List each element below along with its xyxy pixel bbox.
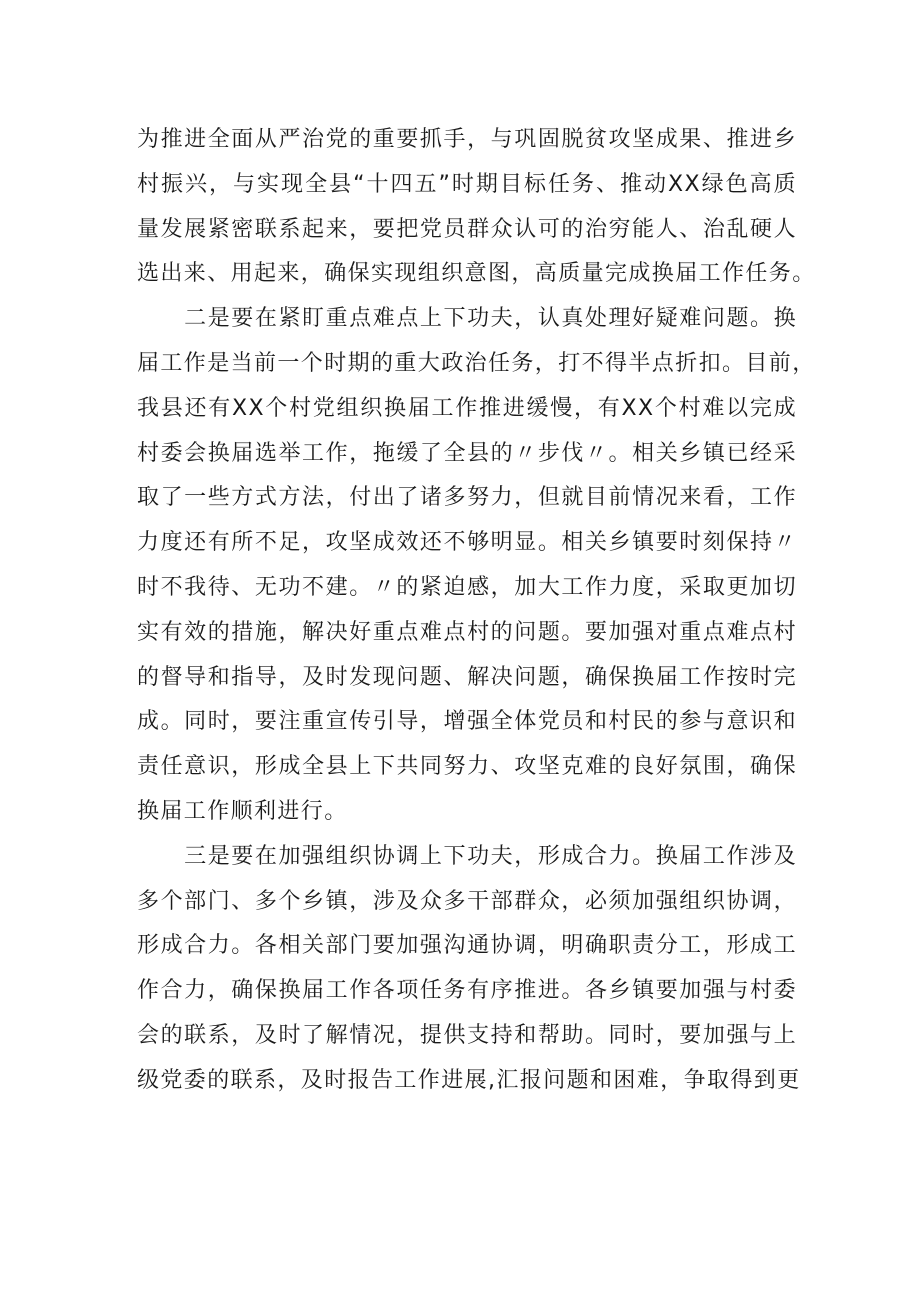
paragraph-3 [137,835,801,1104]
text-line: 的督导和指导，及时发现问题、解决问题，确保换届工作按时完 [137,664,797,690]
text-line: 会的联系，及时了解情况，提供支持和帮助。同时，要加强与上 [137,1022,797,1048]
text-line: 作合力，确保换届工作各项任务有序推进。各乡镇要加强与村委 [137,978,797,1004]
text-line: 我县还有XX个村党组织换届工作推进缓慢，有XX个村难以完成 [137,395,797,421]
paragraph-1 [137,118,816,297]
text-line: 取了一些方式方法，付出了诸多努力，但就目前情况来看，工作 [137,485,797,511]
text-line: 二是要在紧盯重点难点上下功夫，认真处理好疑难问题。换 [137,306,797,332]
paragraph-2 [137,297,816,835]
text-line: 成。同时，要注重宣传引导，增强全体党员和村民的参与意识和 [137,709,797,735]
text-line: 选出来、用起来，确保实现组织意图，高质量完成换届工作任务。 [137,261,816,287]
text-line: 实有效的措施，解决好重点难点村的问题。要加强对重点难点村 [137,619,797,645]
text-line: 量发展紧密联系起来，要把党员群众认可的治穷能人、治乱硬人 [137,216,797,242]
text-line: 换届工作顺利进行。 [137,798,348,824]
text-line: 村委会换届选举工作，拖缓了全县的〃步伐〃。相关乡镇已经采 [137,440,797,466]
text-line: 力度还有所不足，攻坚成效还不够明显。相关乡镇要时刻保持〃 [137,530,797,556]
text-line: 形成合力。各相关部门要加强沟通协调，明确职责分工，形成工 [137,933,797,959]
text-line: 三是要在加强组织协调上下功夫，形成合力。换届工作涉及 [137,843,797,869]
text-line: 届工作是当前一个时期的重大政治任务，打不得半点折扣。目前， [137,350,816,376]
text-line: 村振兴，与实现全县“十四五”时期目标任务、推动XX绿色高质 [137,171,797,197]
text-line: 为推进全面从严治党的重要抓手，与巩固脱贫攻坚成果、推进乡 [137,127,797,152]
document-body [137,118,816,1104]
text-line: 级党委的联系，及时报告工作进展,汇报问题和困难，争取得到更 [137,1067,801,1093]
text-line: 责任意识，形成全县上下共同努力、攻坚克难的良好氛围，确保 [137,754,797,780]
text-line: 时不我待、无功不建。〃的紧迫感，加大工作力度，采取更加切 [137,574,797,600]
text-line: 多个部门、多个乡镇，涉及众多干部群众，必须加强组织协调， [137,888,797,914]
